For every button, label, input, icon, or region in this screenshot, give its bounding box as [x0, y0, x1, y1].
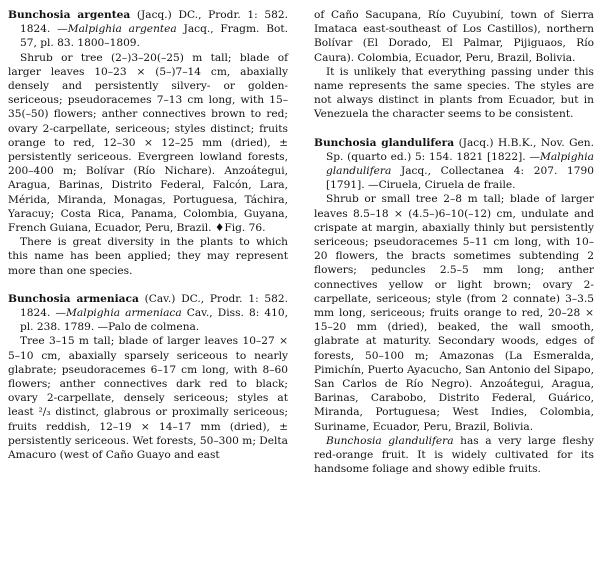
authority: (Cav.) DC., Prodr. 1: 582. 1824. — [20, 292, 289, 320]
authority: (Jacq.) H.B.K., Nov. Gen. Sp. (quarto ed.) 5: 154. 1821 [1822]. — [326, 136, 594, 163]
species-name: Bunchosia glandulifera [314, 136, 455, 149]
basionym-citation: Jacq., Collectanea 4: 207. 1790 [1791]. — [326, 165, 594, 192]
species-note: It is unlikely that everything passing under this name represents the same species. The styles are not always distinct in plants from Ecuador, but in Venezuela the character seems to be consistent. [314, 65, 594, 121]
basionym: Malpighia argentea [67, 23, 177, 36]
species-name: Bunchosia argentea [8, 9, 131, 21]
basionym: Malpighia glandulifera [326, 150, 594, 178]
entry-heading-bunchosia-glandulifera [314, 136, 594, 193]
entry-heading-bunchosia-armeniaca [8, 292, 288, 335]
note-text: has a very large fleshy red-orange fruit. It is widely cultivated for its handsome foliage and showy edible fruits. [314, 434, 594, 476]
basionym-citation: Jacq., Fragm. Bot. 57, pl. 83. 1800–1809. [20, 23, 288, 50]
species-description: Tree 3–15 m tall; blade of larger leaves 10–27 × 5–10 cm, abaxially sparsely sericeous to nearly glabrate; pseudoracemes 6–17 cm long, with 8–60 flowers; anther connectives dark red to black; ovary 2-carpellate, densely sericeous; styles at least ²/₃ distinct, glabrous or proximally sericeous; fruits reddish, 12–19 × 14–17 mm (dried), ± persistently sericeous. Wet forests, 50–300 m; Delta Amacuro (west of Caño Guayo and east [8, 335, 288, 462]
entry-heading-bunchosia-argentea [8, 8, 288, 51]
authority: (Jacq.) DC., Prodr. 1: 582. 1824. — [20, 9, 288, 36]
basionym: Malpighia armeniaca [66, 307, 182, 320]
common-name: Ciruela, Ciruela de fraile. [378, 179, 516, 192]
common-name: Palo de colmena. [108, 321, 200, 334]
note-species-name: Bunchosia glandulifera [326, 434, 454, 447]
species-description: Shrub or small tree 2–8 m tall; blade of larger leaves 8.5–18 × (4.5–)6–10(–12) cm, undulate and crispate at margin, abaxially thinly but persistently sericeous; pseudoracemes 5–11 cm long, with 10–20 flowers, the bracts sometimes subtending 2 flowers; peduncles 2.5–5 mm long; anther connectives yellow or light brown; ovary 2-carpellate, sericeous; style (from 2 connate) 3–3.5 mm long, sericeous; fruits orange to red, 20–28 × 15–20 mm (dried), beaked, the wall smooth, glabrate at maturity. Secondary woods, edges of forests, 50–100 m; Amazonas (La Esmeralda, Pimichín, Puerto Ayacucho, San Antonio del Sipapo, San Carlos de Río Negro). Anzoátegui, Aragua, Barinas, Carabobo, Distrito Federal, Guárico, Miranda, Portuguesa; West Indies, Colombia, Suriname, Ecuador, Peru, Brazil, Bolivia. [314, 193, 594, 433]
species-note: There is great diversity in the plants to which this name has been applied; they may represent more than one species. [8, 236, 288, 277]
description-continuation: of Caño Sacupana, Río Cuyubiní, town of Sierra Imataca east-southeast of Los Castillos), northern Bolívar (El Dorado, El Palmar, Pijiguaos, Río Caura). Colombia, Ecuador, Peru, Brazil, Bolivia. [314, 9, 594, 64]
species-description: Shrub or tree (2–)3–20(–25) m tall; blade of larger leaves 10–23 × (5–)7–14 cm, abaxially densely and persistently silvery- or golden-sericeous; pseudoracemes 7–13 cm long, with 15–35(–50) flowers; anther connectives brown to red; ovary 2-carpellate, sericeous; styles distinct; fruits orange to red, 12–30 × 12–25 mm (dried), ± persistently sericeous. Evergreen lowland forests, 200–400 m; Bolívar (Río Nichare). Anzoátegui, Aragua, Barinas, Distrito Federal, Falcón, Lara, Mérida, Miranda, Monagas, Portuguesa, Táchira, Yaracuy; Costa Rica, Panama, Colombia, Guyana, French Guiana, Ecuador, Peru, Brazil. ♦Fig. 76. [8, 51, 288, 235]
species-name: Bunchosia armeniaca [8, 292, 139, 305]
basionym-citation: Cav., Diss. 8: 410, pl. 238. 1789. — [20, 307, 288, 334]
right-column [314, 8, 594, 477]
species-note [314, 434, 594, 477]
left-column [8, 8, 288, 462]
